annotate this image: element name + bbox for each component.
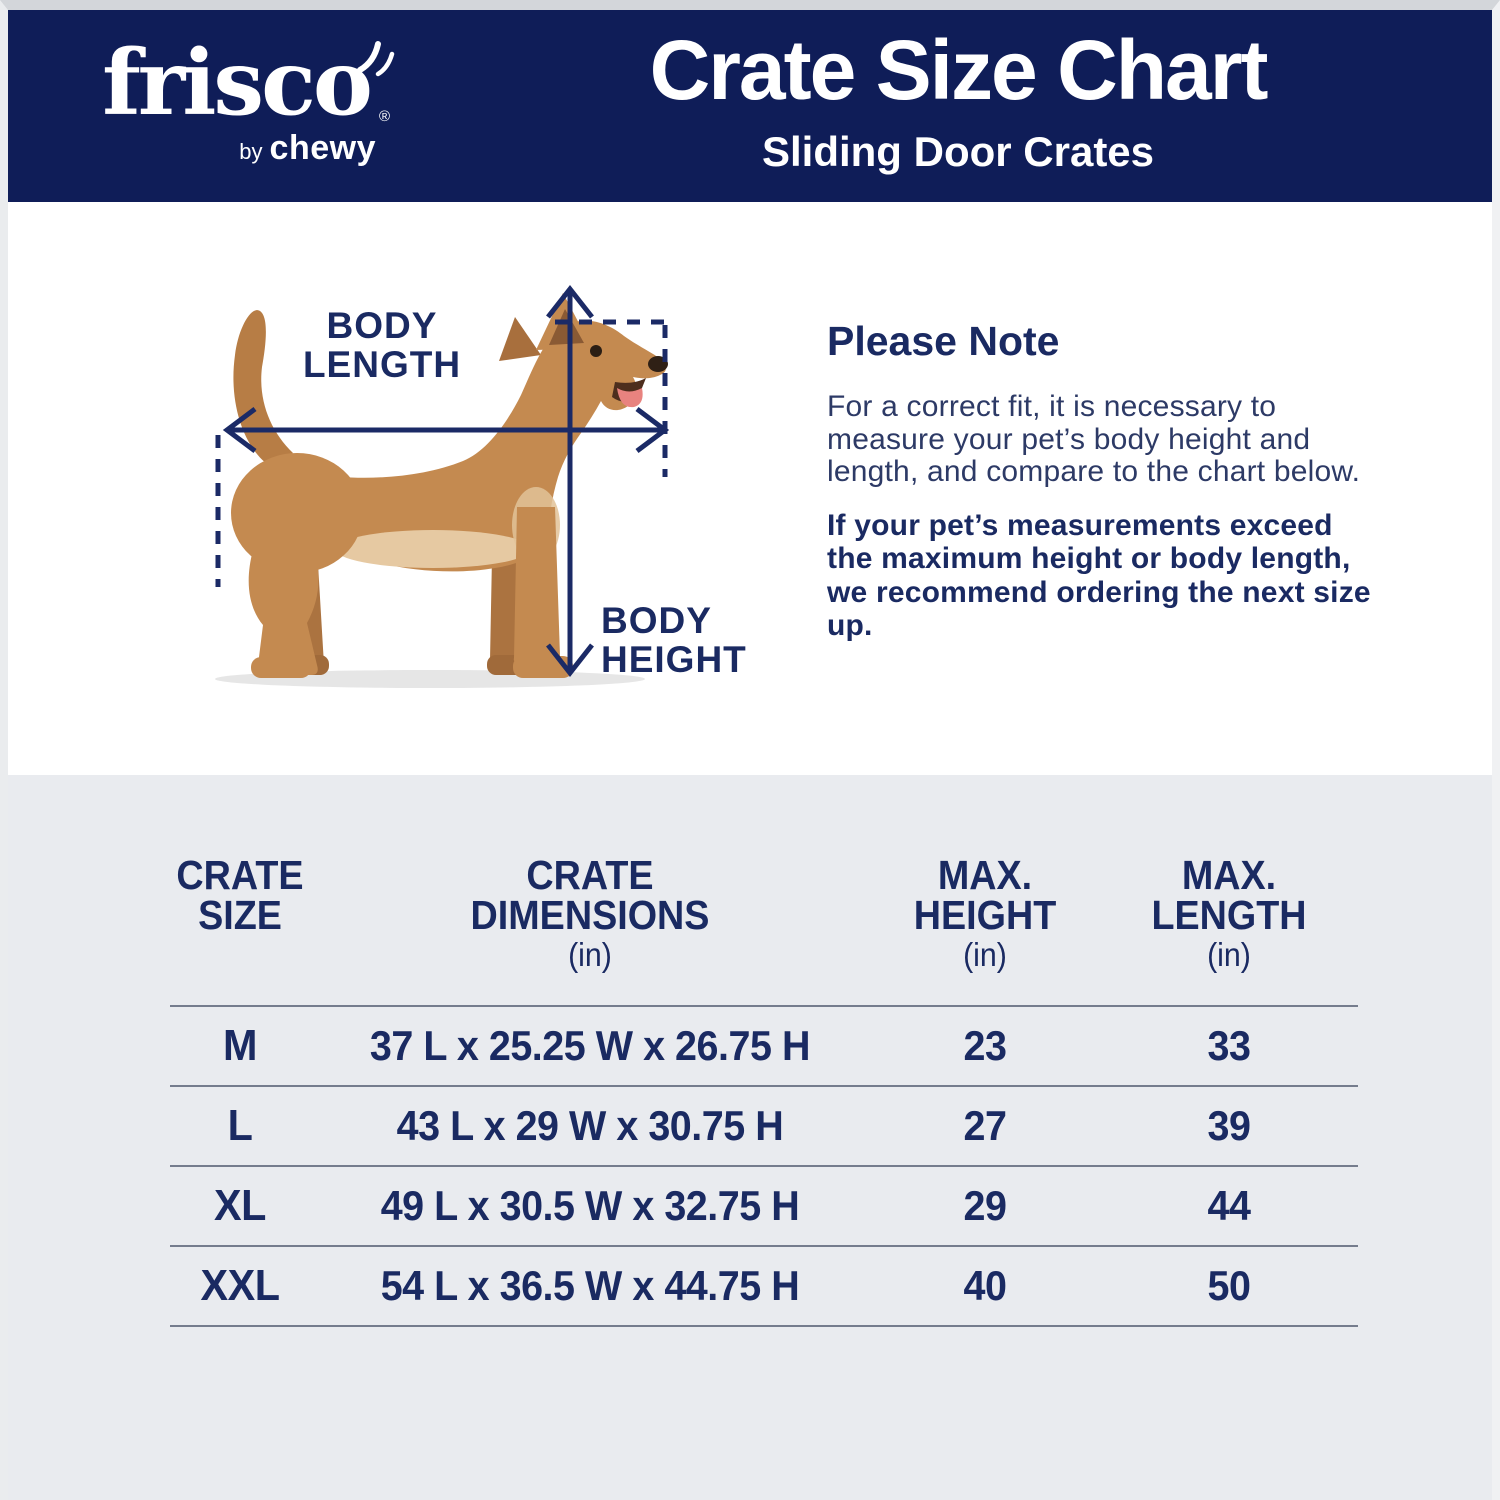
header-line: CRATE [176, 852, 304, 898]
header-line: HEIGHT [913, 892, 1057, 938]
column-header-crate-size [176, 852, 305, 938]
dog-near-front-leg [514, 507, 560, 662]
table-header-row [170, 852, 1358, 1007]
cell-size: XL [214, 1181, 266, 1230]
dog-near-rear-paw [251, 657, 311, 678]
cell-size: L [227, 1101, 253, 1150]
logo-swirl-icon [354, 36, 398, 78]
cell-max-length: 50 [1207, 1262, 1251, 1309]
table-row-xl [170, 1167, 1358, 1247]
frisco-wordmark-row [86, 30, 390, 136]
body-length-label-line1: BODY [326, 305, 438, 346]
cell-dimensions: 49 L x 30.5 W x 32.75 H [380, 1182, 800, 1229]
registered-trademark: ® [378, 107, 390, 125]
body-length-label [250, 306, 514, 384]
cell-max-height: 23 [963, 1022, 1007, 1069]
logo-byline [86, 128, 386, 172]
chewy-wordmark: chewy [269, 128, 376, 167]
table-row-m [170, 1007, 1358, 1087]
cell-size: XXL [200, 1261, 280, 1310]
table-row-l [170, 1087, 1358, 1167]
size-table-section [0, 775, 1500, 1500]
header-line: CRATE [526, 852, 654, 898]
note-heading: Please Note [827, 318, 1060, 364]
header-banner [8, 10, 1492, 204]
frisco-wordmark: frisco [102, 30, 370, 136]
cell-max-length: 33 [1207, 1022, 1251, 1069]
dog-belly-patch [335, 530, 531, 568]
note-paragraph: For a correct fit, it is necessary to measure your pet’s body height and length, and compare to the chart below. [827, 390, 1361, 488]
header-title-block [528, 23, 1388, 176]
column-header-max-length [1110, 852, 1347, 974]
byline-by: by [239, 138, 263, 164]
column-header-max-height [879, 852, 1091, 974]
page-title: Crate Size Chart [649, 23, 1267, 117]
body-height-label-line1: BODY [601, 600, 712, 641]
dog-near-rear-leg [249, 550, 319, 675]
header-line: LENGTH [1151, 892, 1307, 938]
body-height-label-line2: HEIGHT [601, 639, 747, 680]
frisco-logo [86, 30, 390, 172]
cell-max-height: 27 [963, 1102, 1007, 1149]
note-emphasis-paragraph: If your pet’s measurements exceed the maximum height or body length, we recommend ordering the next size up. [827, 508, 1371, 642]
body-height-label [601, 601, 747, 679]
cell-dimensions: 37 L x 25.25 W x 26.75 H [369, 1022, 811, 1069]
header-line: MAX. [937, 852, 1033, 898]
header-unit: (in) [963, 936, 1007, 973]
page-subtitle: Sliding Door Crates [761, 128, 1155, 175]
header-line: MAX. [1181, 852, 1277, 898]
table-row-xxl [170, 1247, 1358, 1327]
body-length-label-line2: LENGTH [302, 344, 462, 385]
dog-eye [590, 345, 602, 357]
please-note-block [827, 318, 1397, 643]
cell-max-height: 40 [963, 1262, 1007, 1309]
header-unit: (in) [568, 936, 612, 973]
header-line: DIMENSIONS [470, 892, 710, 938]
cell-max-height: 29 [963, 1182, 1007, 1229]
header-unit: (in) [1207, 936, 1251, 973]
size-table [170, 852, 1358, 1327]
header-line: SIZE [198, 892, 282, 938]
cell-max-length: 44 [1207, 1182, 1251, 1229]
cell-dimensions: 54 L x 36.5 W x 44.75 H [380, 1262, 800, 1309]
cell-size: M [223, 1021, 257, 1070]
cell-max-length: 39 [1207, 1102, 1251, 1149]
column-header-crate-dimensions [332, 852, 847, 974]
cell-dimensions: 43 L x 29 W x 30.75 H [396, 1102, 784, 1149]
